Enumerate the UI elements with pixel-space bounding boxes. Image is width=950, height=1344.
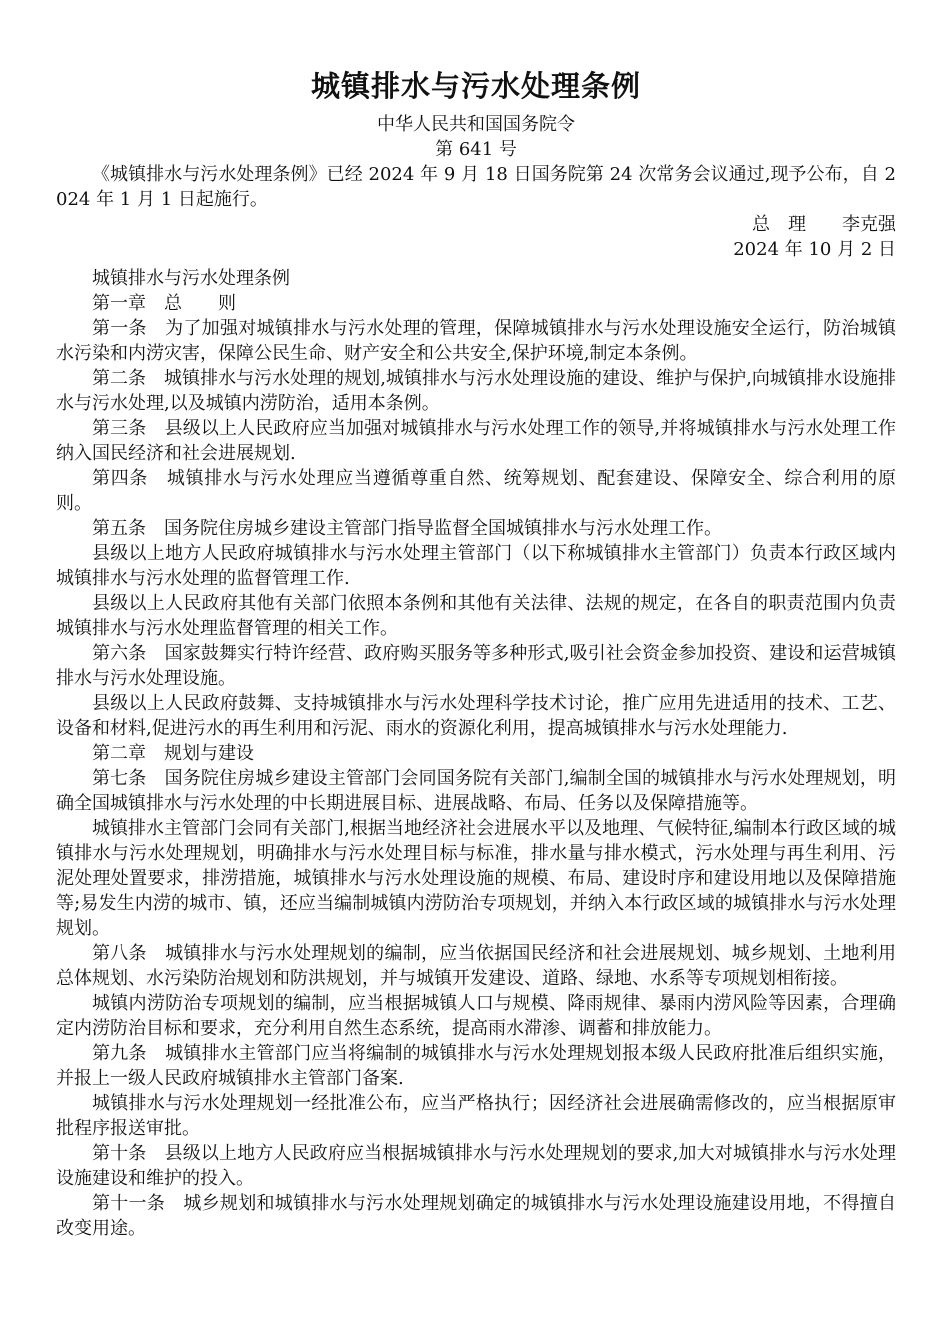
article-paragraph: 第十条 县级以上地方人民政府应当根据城镇排水与污水处理规划的要求,加大对城镇排水与污水处理设施建设和维护的投入。 (56, 1143, 896, 1189)
order-number: 第 641 号 (435, 139, 517, 160)
document-title: 城镇排水与污水处理条例 (310, 69, 641, 103)
article-paragraph: 第十一条 城乡规划和城镇排水与污水处理规划确定的城镇排水与污水处理设施建设用地，不得擅自改变用途。 (56, 1193, 896, 1239)
chapter-heading: 第一章 总 则 (92, 293, 236, 314)
chapter-heading: 第二章 规划与建设 (92, 743, 254, 764)
article-paragraph: 第九条 城镇排水主管部门应当将编制的城镇排水与污水处理规划报本级人民政府批准后组织实施，并报上一级人民政府城镇排水主管部门备案. (56, 1043, 896, 1089)
document-page (56, 60, 896, 1241)
article-paragraph: 第四条 城镇排水与污水处理应当遵循尊重自然、统筹规划、配套建设、保障安全、综合利用的原则。 (56, 468, 896, 514)
article-paragraph: 第二条 城镇排水与污水处理的规划,城镇排水与污水处理设施的建设、维护与保护,向城镇排水设施排水与污水处理,以及城镇内涝防治，适用本条例。 (56, 368, 896, 414)
article-paragraph: 城镇内涝防治专项规划的编制，应当根据城镇人口与规模、降雨规律、暴雨内涝风险等因素，合理确定内涝防治目标和要求，充分利用自然生态系统，提高雨水滞渗、调蓄和排放能力。 (56, 993, 896, 1039)
article-paragraph: 县级以上地方人民政府城镇排水与污水处理主管部门（以下称城镇排水主管部门）负责本行政区域内城镇排水与污水处理的监督管理工作. (56, 543, 896, 589)
article-paragraph: 城镇排水主管部门会同有关部门,根据当地经济社会进展水平以及地理、气候特征,编制本行政区域的城镇排水与污水处理规划，明确排水与污水处理目标与标准，排水量与排水模式，污水处理与再生利用、污泥处理处置要求，排涝措施，城镇排水与污水处理设施的规模、布局、建设时序和建设用地以及保障措施等;易发生内涝的城市、镇，还应当编制城镇内涝防治专项规划，并纳入本行政区域的城镇排水与污水处理规划。 (56, 818, 896, 939)
article-paragraph: 第五条 国务院住房城乡建设主管部门指导监督全国城镇排水与污水处理工作。 (92, 518, 722, 539)
preamble-paragraph: 《城镇排水与污水处理条例》已经 2024 年 9 月 18 日国务院第 24 次常务会议通过,现予公布，自 2024 年 1 月 1 日起施行。 (56, 164, 896, 210)
signatory-line: 总 理 李克强 (752, 214, 896, 235)
article-paragraph: 第七条 国务院住房城乡建设主管部门会同国务院有关部门,编制全国的城镇排水与污水处理规划，明确全国城镇排水与污水处理的中长期进展目标、进展战略、布局、任务以及保障措施等。 (56, 768, 896, 814)
issuer-line: 中华人民共和国国务院令 (377, 114, 575, 135)
body-title: 城镇排水与污水处理条例 (92, 268, 290, 289)
article-paragraph: 第八条 城镇排水与污水处理规划的编制，应当依据国民经济和社会进展规划、城乡规划、土地利用总体规划、水污染防治规划和防洪规划，并与城镇开发建设、道路、绿地、水系等专项规划相衔接。 (56, 943, 896, 989)
article-paragraph: 城镇排水与污水处理规划一经批准公布，应当严格执行；因经济社会进展确需修改的，应当根据原审批程序报送审批。 (56, 1093, 896, 1139)
sign-date: 2024 年 10 月 2 日 (733, 239, 896, 260)
article-paragraph: 第一条 为了加强对城镇排水与污水处理的管理，保障城镇排水与污水处理设施安全运行，防治城镇水污染和内涝灾害，保障公民生命、财产安全和公共安全,保护环境,制定本条例。 (56, 318, 896, 364)
article-paragraph: 第六条 国家鼓舞实行特许经营、政府购买服务等多种形式,吸引社会资金参加投资、建设和运营城镇排水与污水处理设施。 (56, 643, 896, 689)
article-paragraph: 第三条 县级以上人民政府应当加强对城镇排水与污水处理工作的领导,并将城镇排水与污水处理工作纳入国民经济和社会进展规划. (56, 418, 896, 464)
article-paragraph: 县级以上人民政府其他有关部门依照本条例和其他有关法律、法规的规定，在各自的职责范围内负责城镇排水与污水处理监督管理的相关工作。 (56, 593, 896, 639)
article-paragraph: 县级以上人民政府鼓舞、支持城镇排水与污水处理科学技术讨论，推广应用先进适用的技术、工艺、设备和材料,促进污水的再生利用和污泥、雨水的资源化利用，提高城镇排水与污水处理能力. (56, 693, 896, 739)
